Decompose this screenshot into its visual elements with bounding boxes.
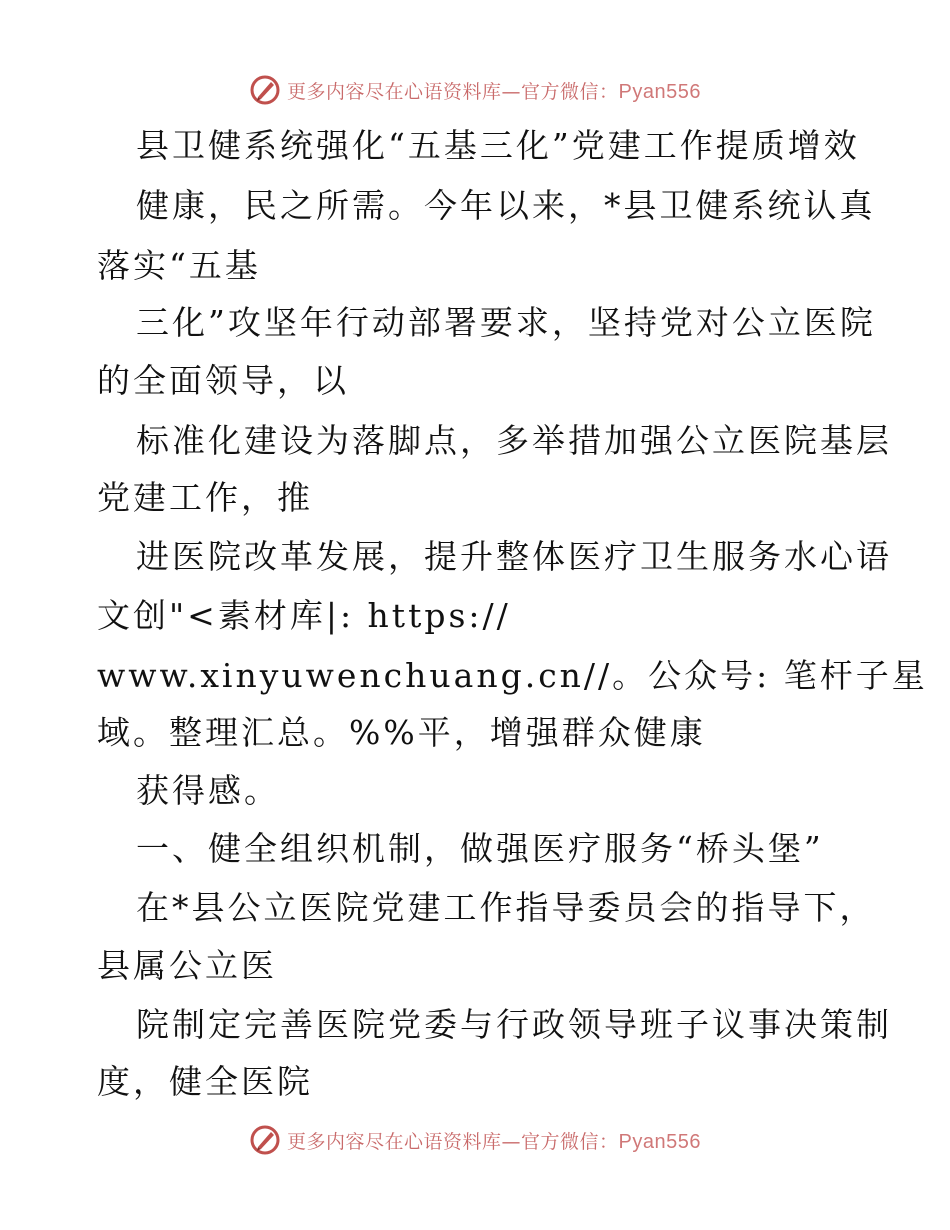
doc-line: 落实“五基 xyxy=(97,246,261,285)
doc-line: www.xinyuwenchuang.cn//。公众号: 笔杆子星 xyxy=(97,656,928,695)
doc-title: 县卫健系统强化“五基三化”党建工作提质增效 xyxy=(136,126,860,165)
doc-line: 党建工作，推 xyxy=(97,478,313,517)
doc-line: 院制定完善医院党委与行政领导班子议事决策制 xyxy=(136,1005,892,1044)
header-banner-id: Pyan556 xyxy=(618,80,701,103)
footer-banner xyxy=(0,1122,950,1158)
doc-line: 文创"<素材库|: https:// xyxy=(97,596,511,635)
doc-line: 标准化建设为落脚点，多举措加强公立医院基层 xyxy=(136,421,892,460)
doc-line: 县属公立医 xyxy=(97,946,277,985)
footer-banner-text: 更多内容尽在心语资料库—官方微信：Pyan556 xyxy=(287,1130,701,1153)
doc-line: 获得感。 xyxy=(136,771,280,810)
doc-line: 域。整理汇总。%%平，增强群众健康 xyxy=(97,713,706,752)
doc-line: 的全面领导，以 xyxy=(97,361,349,400)
doc-line: 健康，民之所需。今年以来，*县卫健系统认真 xyxy=(136,186,876,225)
footer-banner-id: Pyan556 xyxy=(618,1130,701,1153)
doc-line: 三化”攻坚年行动部署要求，坚持党对公立医院 xyxy=(136,303,876,342)
header-banner-text: 更多内容尽在心语资料库—官方微信：Pyan556 xyxy=(287,80,701,103)
section-heading: 一、健全组织机制，做强医疗服务“桥头堡” xyxy=(136,829,824,868)
doc-line: 度，健全医院 xyxy=(97,1062,313,1101)
doc-line: 在*县公立医院党建工作指导委员会的指导下， xyxy=(136,888,876,927)
pen-logo-icon xyxy=(249,1124,281,1156)
doc-line: 进医院改革发展，提升整体医疗卫生服务水心语 xyxy=(136,537,892,576)
